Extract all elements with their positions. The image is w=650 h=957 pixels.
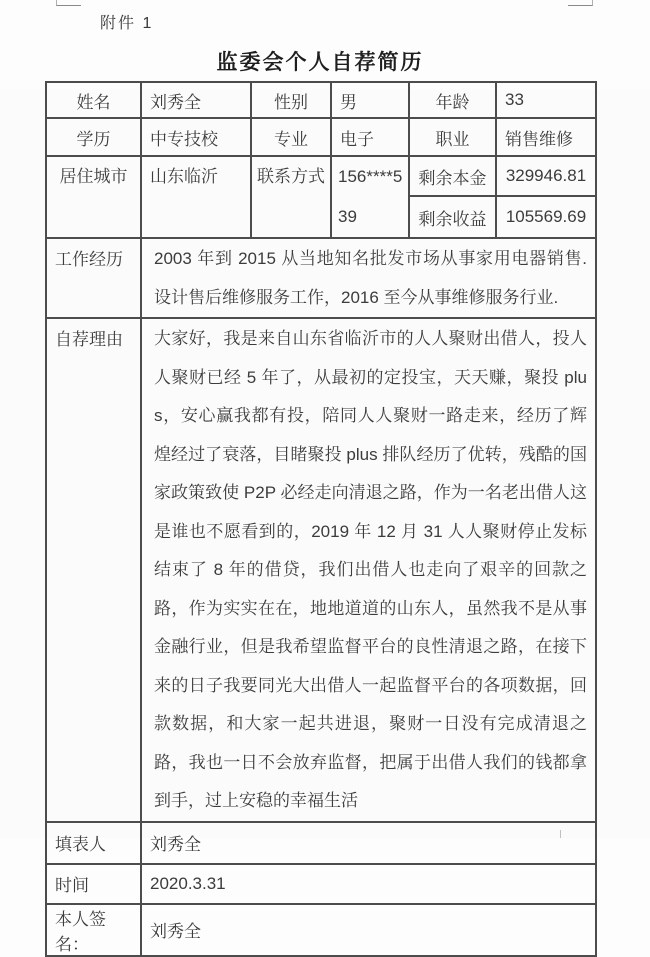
age-value: 33 (496, 82, 596, 118)
page-title: 监委会个人自荐简历 (216, 51, 424, 74)
table-row-self-recommendation (46, 318, 596, 822)
form-filler-label: 填表人 (46, 822, 141, 864)
table-row-form-filler (46, 822, 596, 864)
age-label: 年龄 (409, 82, 496, 118)
contact-value: 156****539 (331, 156, 409, 238)
remaining-principal-label: 剩余本金 (409, 156, 496, 196)
remaining-income-value: 105569.69 (496, 196, 596, 238)
date-label: 时间 (46, 864, 141, 904)
major-value: 电子 (331, 118, 409, 156)
city-value: 山东临沂 (141, 156, 251, 238)
signature-label: 本人签名： (46, 904, 141, 956)
gender-value: 男 (331, 82, 409, 118)
contact-label: 联系方式 (251, 156, 331, 238)
gender-label: 性别 (251, 82, 331, 118)
table-row-city-contact-principal (46, 156, 596, 196)
table-row-name-gender-age (46, 82, 596, 118)
self-recommendation-label: 自荐理由 (46, 318, 141, 822)
education-value: 中专技校 (141, 118, 251, 156)
major-label: 专业 (251, 118, 331, 156)
occupation-value: 销售维修 (496, 118, 596, 156)
table-row-education-major-occupation (46, 118, 596, 156)
date-value: 2020.3.31 (141, 864, 596, 904)
self-recommendation-value: 大家好，我是来自山东省临沂市的人人聚财出借人，投人人聚财已经 5 年了，从最初的定投宝，天天赚，聚投 plus，安心赢我都有投，陪同人人聚财一路走来，经历了辉煌经过了衰落，目睹聚投 plus 排队经历了优转，残酷的国家政策致使 P2P 必经走向清退之路，作为一名老出借人这是谁也不愿看到的，2019 年 12 月 31 人人聚财停止发标结束了 8 年的借贷，我们出借人也走向了艰辛的回款之路，作为实实在在，地地道道的山东人，虽然我不是从事金融行业，但是我希望监督平台的良性清退之路，在接下来的日子我要同光大出借人一起监督平台的各项数据，回款数据，和大家一起共进退，聚财一日没有完成清退之路，我也一日不会放弃监督，把属于出借人我们的钱都拿到手，过上安稳的幸福生活 (141, 318, 596, 822)
page-corner-mark-right (568, 0, 593, 6)
signature-value: 刘秀全 (141, 904, 596, 956)
table-row-work-experience (46, 238, 596, 318)
education-label: 学历 (46, 118, 141, 156)
occupation-label: 职业 (409, 118, 496, 156)
name-label: 姓名 (46, 82, 141, 118)
work-experience-value: 2003 年到 2015 从当地知名批发市场从事家用电器销售.设计售后维修服务工作，2016 至今从事维修服务行业. (141, 238, 596, 318)
page-corner-mark-left (56, 0, 81, 6)
table-row-date (46, 864, 596, 904)
remaining-income-label: 剩余收益 (409, 196, 496, 238)
attachment-label: 附件 1 (100, 15, 154, 32)
city-label: 居住城市 (46, 156, 141, 238)
resume-table (45, 81, 597, 957)
name-value: 刘秀全 (141, 82, 251, 118)
form-filler-value: 刘秀全 (141, 822, 596, 864)
work-experience-label: 工作经历 (46, 238, 141, 318)
remaining-principal-value: 329946.81 (496, 156, 596, 196)
table-row-signature (46, 904, 596, 956)
